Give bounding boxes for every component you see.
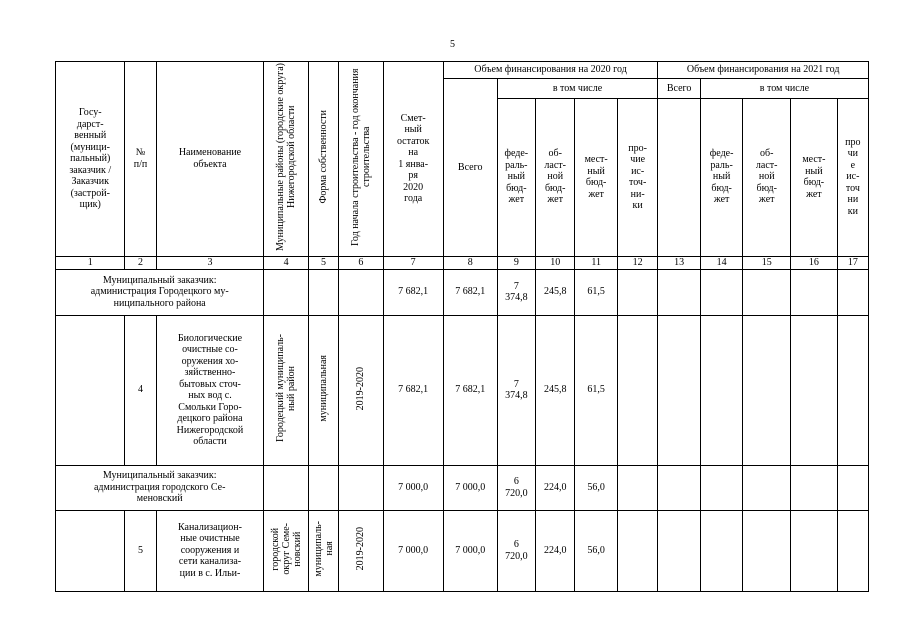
cell-balance: 7 000,0 — [383, 465, 443, 510]
cell-ownership — [308, 269, 338, 315]
column-number: 16 — [791, 256, 838, 269]
cell-total-2021 — [658, 315, 701, 465]
header-federal-2020: феде- раль- ный бюд- жет — [497, 98, 535, 256]
cell-total-2020: 7 682,1 — [443, 315, 497, 465]
header-customer: Госу- дарст- венный (муници- пальный) заказчик / Заказчик (застрой- щик) — [56, 62, 125, 257]
cell-local-2021 — [791, 465, 838, 510]
cell-other-2021 — [837, 315, 868, 465]
cell-district — [264, 465, 309, 510]
header-including-2021: в том числе — [700, 79, 868, 99]
header-local-2020: мест- ный бюд- жет — [575, 98, 618, 256]
cell-num: 4 — [125, 315, 156, 465]
cell-ownership: муниципальная — [308, 315, 338, 465]
header-including-2020: в том числе — [497, 79, 658, 99]
cell-years — [339, 465, 384, 510]
cell-other-2020 — [617, 510, 657, 591]
cell-federal-2020: 6 720,0 — [497, 510, 535, 591]
cell-total-2021 — [658, 269, 701, 315]
cell-local-2021 — [791, 269, 838, 315]
cell-other-2021 — [837, 269, 868, 315]
column-number: 11 — [575, 256, 618, 269]
table-row-group — [56, 269, 869, 315]
cell-regional-2021 — [743, 510, 791, 591]
cell-years: 2019-2020 — [339, 510, 384, 591]
column-number: 15 — [743, 256, 791, 269]
header-row — [56, 62, 869, 79]
cell-years — [339, 269, 384, 315]
header-financing-2021: Объем финансирования на 2021 год — [658, 62, 869, 79]
cell-regional-2020: 245,8 — [536, 315, 575, 465]
cell-other-2020 — [617, 269, 657, 315]
header-total-2021-blank — [658, 98, 701, 256]
cell-other-2020 — [617, 315, 657, 465]
cell-other-2021 — [837, 465, 868, 510]
column-number: 3 — [156, 256, 264, 269]
cell-object-name: Канализацион- ные очистные сооружения и сети канализа- ции в с. Ильи- — [156, 510, 264, 591]
cell-balance: 7 682,1 — [383, 269, 443, 315]
cell-ownership — [308, 465, 338, 510]
cell-federal-2021 — [700, 510, 743, 591]
cell-local-2020: 56,0 — [575, 465, 618, 510]
cell-other-2021 — [837, 510, 868, 591]
header-ownership: Форма собственности — [308, 62, 338, 257]
cell-regional-2020: 224,0 — [536, 465, 575, 510]
header-regional-2020: об- ласт- ной бюд- жет — [536, 98, 575, 256]
cell-local-2021 — [791, 510, 838, 591]
cell-district: городской округ Семе- новский — [264, 510, 309, 591]
header-other-2020: про- чие ис- точ- ни- ки — [617, 98, 657, 256]
cell-federal-2020: 6 720,0 — [497, 465, 535, 510]
header-district: Муниципальные районы (городские округа) Нижегородской области — [264, 62, 309, 257]
cell-federal-2021 — [700, 465, 743, 510]
column-numbers-row — [56, 256, 869, 269]
cell-total-2020: 7 682,1 — [443, 269, 497, 315]
cell-federal-2020: 7 374,8 — [497, 269, 535, 315]
group-customer: Муниципальный заказчик: администрация Городецкого му- ниципального района — [56, 269, 264, 315]
table-row-object — [56, 315, 869, 465]
header-federal-2021: феде- раль- ный бюд- жет — [700, 98, 743, 256]
cell-total-2021 — [658, 465, 701, 510]
cell-object-name: Биологические очистные со- оружения хо- зяйственно- бытовых сточ- ных вод с. Смольки Горо- децкого района Нижегородской области — [156, 315, 264, 465]
cell-regional-2021 — [743, 465, 791, 510]
cell-federal-2021 — [700, 315, 743, 465]
cell-balance: 7 682,1 — [383, 315, 443, 465]
page-number: 5 — [450, 39, 455, 50]
header-num: № п/п — [125, 62, 156, 257]
cell-federal-2021 — [700, 269, 743, 315]
cell-local-2020: 56,0 — [575, 510, 618, 591]
cell-num: 5 — [125, 510, 156, 591]
header-local-2021: мест- ный бюд- жет — [791, 98, 838, 256]
column-number: 2 — [125, 256, 156, 269]
cell-total-2020: 7 000,0 — [443, 510, 497, 591]
cell-federal-2020: 7 374,8 — [497, 315, 535, 465]
column-number: 7 — [383, 256, 443, 269]
header-balance: Смет- ный остаток на 1 янва- ря 2020 года — [383, 62, 443, 257]
cell-regional-2021 — [743, 269, 791, 315]
column-number: 8 — [443, 256, 497, 269]
column-number: 12 — [617, 256, 657, 269]
header-total-2021: Всего — [658, 79, 701, 99]
cell-customer — [56, 510, 125, 591]
cell-local-2020: 61,5 — [575, 315, 618, 465]
cell-district — [264, 269, 309, 315]
cell-local-2021 — [791, 315, 838, 465]
cell-total-2021 — [658, 510, 701, 591]
cell-ownership: муниципаль- ная — [308, 510, 338, 591]
header-years: Год начала строительства - год окончания строительства — [339, 62, 384, 257]
column-number: 10 — [536, 256, 575, 269]
column-number: 4 — [264, 256, 309, 269]
cell-other-2020 — [617, 465, 657, 510]
cell-regional-2021 — [743, 315, 791, 465]
header-other-2021: про чи е ис- точ ни ки — [837, 98, 868, 256]
header-name: Наименование объекта — [156, 62, 264, 257]
column-number: 9 — [497, 256, 535, 269]
header-regional-2021: об- ласт- ной бюд- жет — [743, 98, 791, 256]
cell-total-2020: 7 000,0 — [443, 465, 497, 510]
column-number: 14 — [700, 256, 743, 269]
cell-regional-2020: 245,8 — [536, 269, 575, 315]
column-number: 6 — [339, 256, 384, 269]
group-customer: Муниципальный заказчик: администрация городского Се- меновский — [56, 465, 264, 510]
cell-district: Городецкий муниципаль- ный район — [264, 315, 309, 465]
cell-customer — [56, 315, 125, 465]
column-number: 13 — [658, 256, 701, 269]
column-number: 17 — [837, 256, 868, 269]
cell-balance: 7 000,0 — [383, 510, 443, 591]
table-row-group — [56, 465, 869, 510]
table-row-object — [56, 510, 869, 591]
cell-regional-2020: 224,0 — [536, 510, 575, 591]
cell-years: 2019-2020 — [339, 315, 384, 465]
cell-local-2020: 61,5 — [575, 269, 618, 315]
financing-table — [55, 61, 869, 592]
column-number: 5 — [308, 256, 338, 269]
header-financing-2020: Объем финансирования на 2020 год — [443, 62, 658, 79]
header-total-2020: Всего — [443, 79, 497, 257]
column-number: 1 — [56, 256, 125, 269]
